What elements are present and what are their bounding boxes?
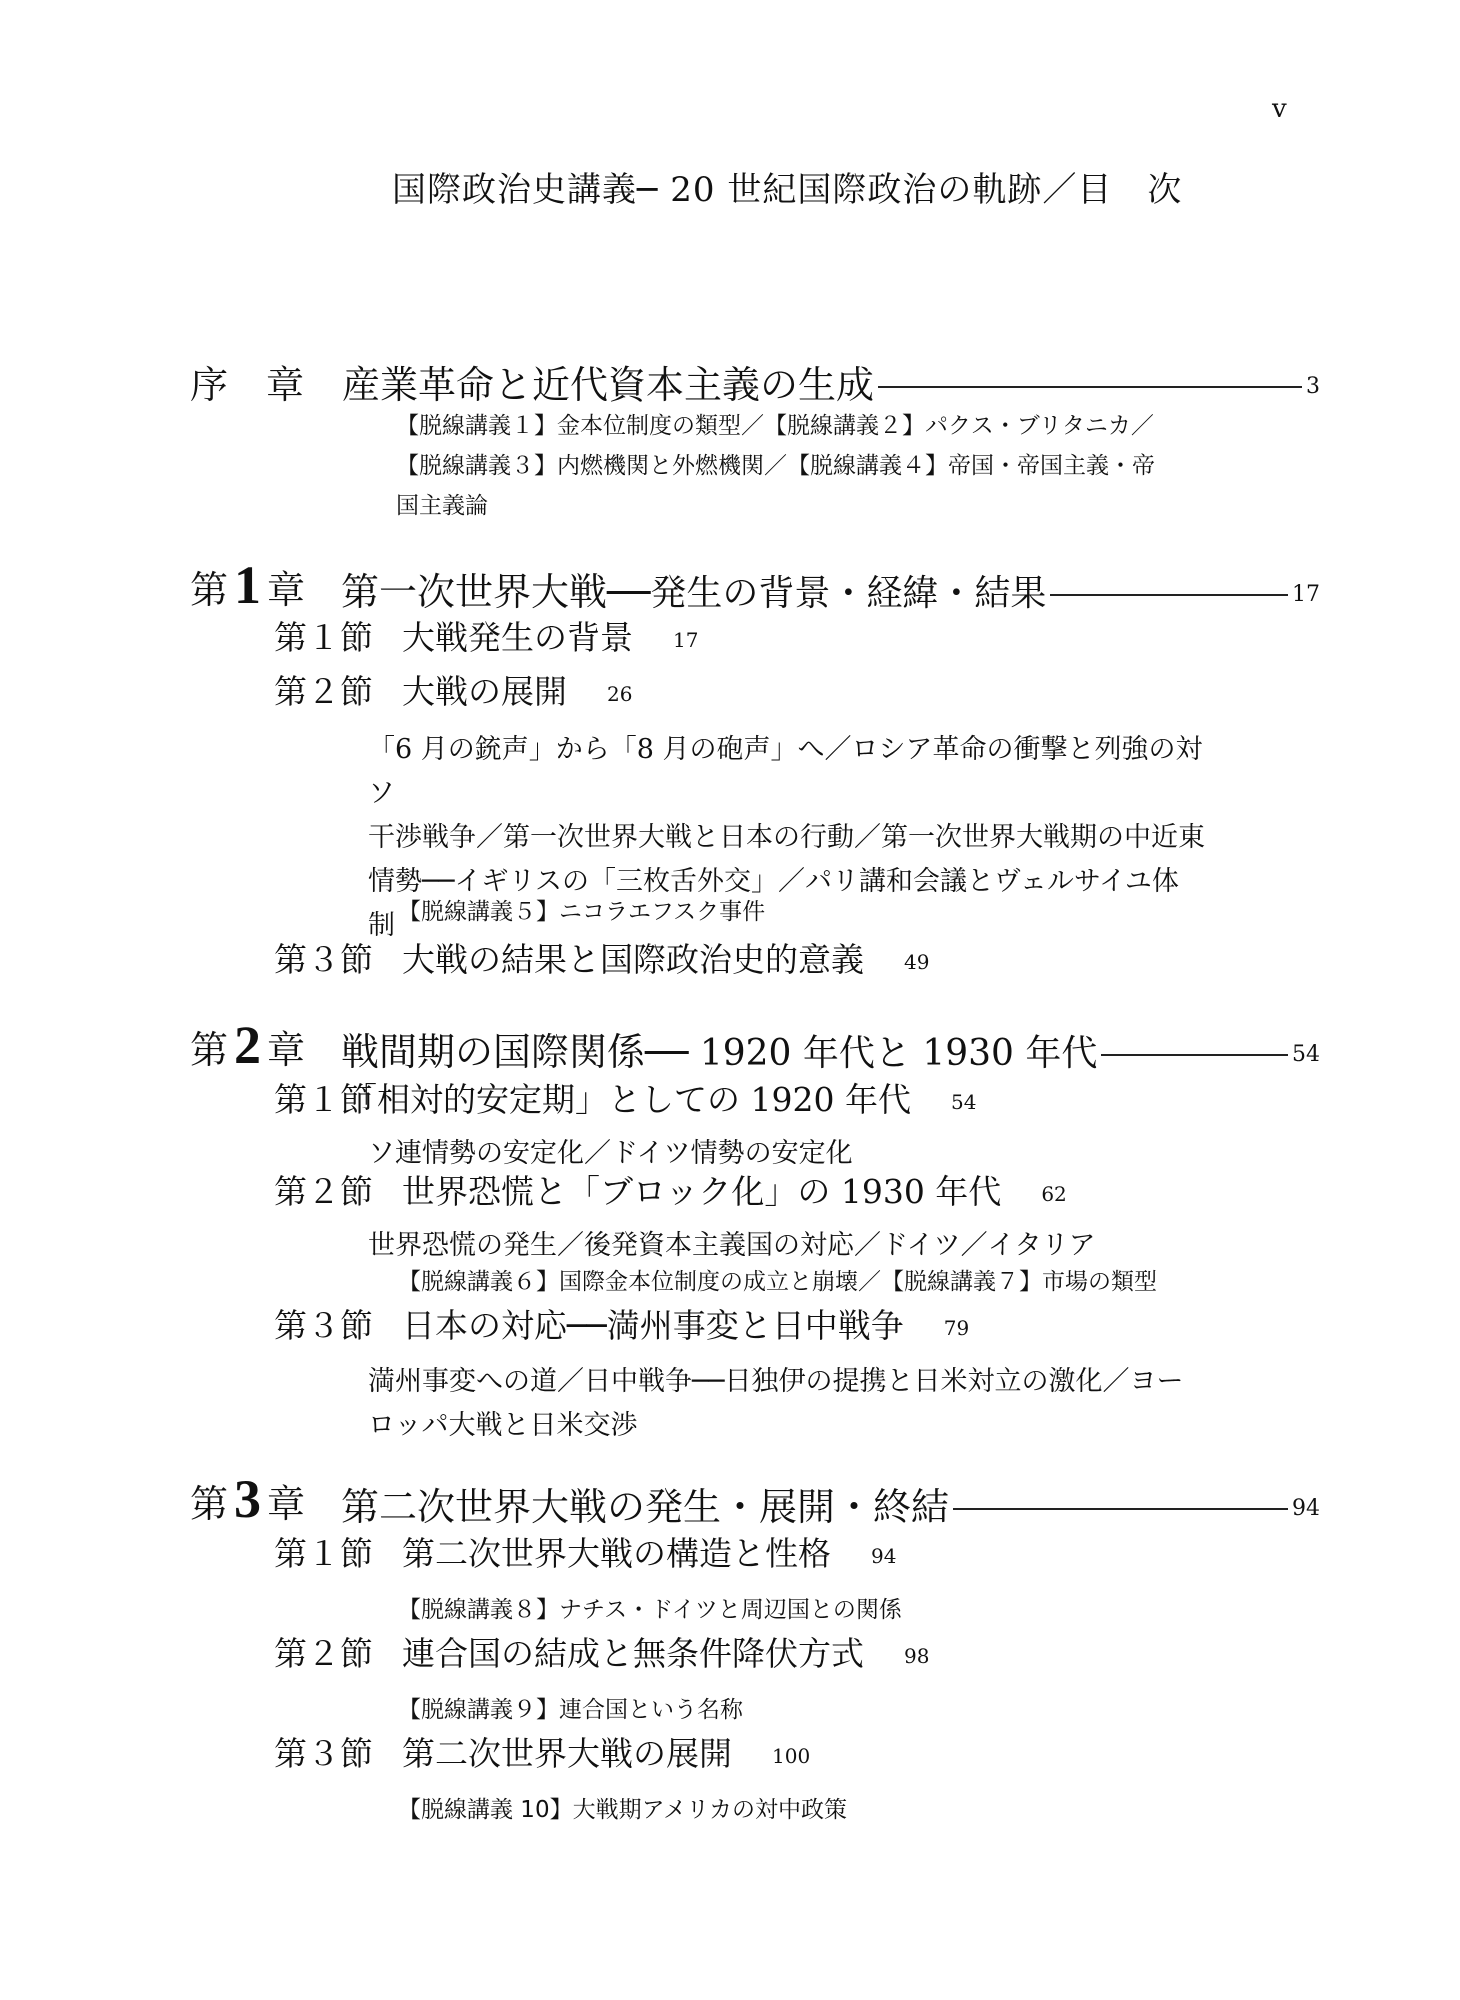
chapter-page: 94: [1292, 1496, 1320, 1521]
aside-line: 【脱線講義８】ナチス・ドイツと周辺国との関係: [398, 1597, 902, 1623]
chapter-2[interactable]: [190, 1012, 1320, 1075]
section-2-2[interactable]: 第２節 世界恐慌と「ブロック化」の 1930 年代 62: [274, 1172, 1067, 1211]
section-2-3[interactable]: 第３節 日本の対応──満州事変と日中戦争 79: [274, 1306, 970, 1345]
leader-line: [953, 1508, 1288, 1510]
aside-line: 【脱線講義５】ニコラエフスク事件: [398, 899, 766, 925]
section-body: ソ連情勢の安定化／ドイツ情勢の安定化: [368, 1138, 853, 1169]
chapter-title: 戦間期の国際関係── 1920 年代と 1930 年代: [341, 1030, 1098, 1074]
chapter-label: 第 1 章: [190, 555, 306, 615]
aside-line: 【脱線講義９】連合国という名称: [398, 1697, 743, 1723]
chapter-1[interactable]: [190, 552, 1320, 615]
chapter-page: 17: [1292, 582, 1320, 607]
section-1-1[interactable]: 第１節 大戦発生の背景 17: [274, 618, 699, 657]
aside-list: [396, 406, 1155, 526]
section-1-2[interactable]: 第２節 大戦の展開 26: [274, 672, 633, 711]
chapter-title: 産業革命と近代資本主義の生成: [342, 363, 875, 407]
aside-line: 【脱線講義３】内燃機関と外燃機関／【脱線講義４】帝国・帝国主義・帝: [396, 453, 1155, 479]
chapter-title: 第二次世界大戦の発生・展開・終結: [341, 1485, 950, 1529]
section-3-2[interactable]: 第２節 連合国の結成と無条件降伏方式 98: [274, 1634, 930, 1673]
aside-line: 【脱線講義 10】大戦期アメリカの対中政策: [398, 1797, 847, 1823]
aside-line: 国主義論: [396, 493, 488, 519]
chapter-page: 3: [1306, 374, 1320, 399]
aside-line: 【脱線講義６】国際金本位制度の成立と崩壊／【脱線講義７】市場の類型: [398, 1269, 1157, 1295]
section-body: 世界恐慌の発生／後発資本主義国の対応／ドイツ／イタリア: [368, 1230, 1096, 1261]
leader-line: [1050, 594, 1288, 596]
chapter-title: 第一次世界大戦──発生の背景・経緯・結果: [341, 570, 1047, 614]
section-3-1[interactable]: 第１節 第二次世界大戦の構造と性格 94: [274, 1534, 897, 1573]
section-2-1[interactable]: 第１節「相対的安定期」としての 1920 年代 54: [274, 1080, 977, 1119]
page-number: v: [1272, 94, 1287, 124]
page-title: 国際政治史講義─ 20 世紀国際政治の軌跡／目 次: [392, 170, 1183, 210]
chapter-prologue[interactable]: [190, 344, 1320, 407]
leader-line: [1101, 1054, 1288, 1056]
aside-line: 【脱線講義１】金本位制度の類型／【脱線講義２】パクス・ブリタニカ／: [396, 413, 1154, 439]
section-body: 「6 月の銃声」から「8 月の砲声」へ／ロシア革命の衝撃と列強の対ソ 干渉戦争／第一次世界大戦と日本の行動／第一次世界大戦期の中近東 情勢──イギリスの「三枚舌外交」／パリ講和会議とヴェルサイユ体 制: [368, 734, 1205, 941]
chapter-page: 54: [1292, 1042, 1320, 1067]
leader-line: [878, 386, 1302, 388]
chapter-3[interactable]: [190, 1466, 1320, 1529]
section-body: 満州事変への道／日中戦争──日独伊の提携と日米対立の激化／ヨー ロッパ大戦と日米交渉: [368, 1366, 1184, 1441]
chapter-label: 第 2 章: [190, 1015, 306, 1075]
chapter-label: 序 章: [190, 363, 305, 407]
section-3-3[interactable]: 第３節 第二次世界大戦の展開 100: [274, 1734, 811, 1773]
chapter-label: 第 3 章: [190, 1469, 306, 1529]
section-1-3[interactable]: 第３節 大戦の結果と国際政治史的意義 49: [274, 940, 930, 979]
